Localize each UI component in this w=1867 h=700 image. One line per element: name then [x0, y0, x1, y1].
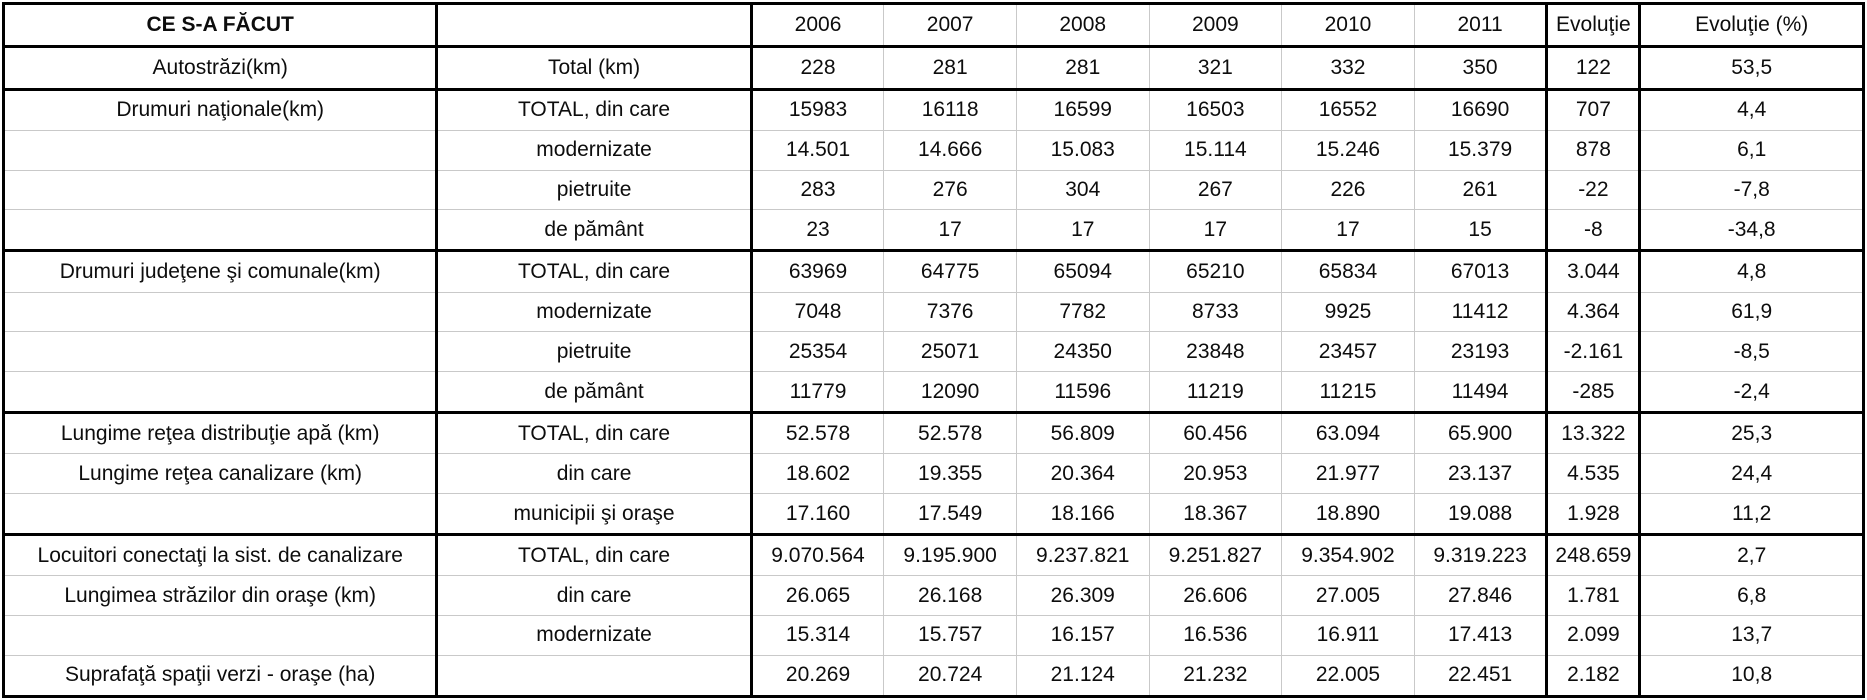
year-value-cell: 27.846 [1414, 576, 1547, 616]
year-value-cell: 267 [1149, 170, 1282, 210]
evolution-cell: -8 [1547, 210, 1640, 251]
category-cell: Locuitori conectaţi la sist. de canalizare [4, 535, 437, 576]
year-value-cell: 26.065 [751, 576, 884, 616]
evolution-cell: 4.364 [1547, 292, 1640, 332]
year-value-cell: 15.114 [1149, 131, 1282, 171]
category-cell: Lungime reţea canalizare (km) [4, 454, 437, 494]
year-value-cell: 304 [1016, 170, 1149, 210]
category-cell: Lungime reţea distribuţie apă (km) [4, 413, 437, 454]
year-value-cell: 27.005 [1282, 576, 1415, 616]
year-value-cell: 16.911 [1282, 616, 1415, 656]
year-value-cell: 14.501 [751, 131, 884, 171]
subcategory-cell: pietruite [437, 332, 751, 372]
evolution-pct-cell: 10,8 [1640, 655, 1864, 696]
year-value-cell: 52.578 [884, 413, 1017, 454]
year-value-cell: 24350 [1016, 332, 1149, 372]
column-header-2010: 2010 [1282, 4, 1415, 47]
year-value-cell: 63969 [751, 251, 884, 292]
year-value-cell: 16118 [884, 89, 1017, 130]
year-value-cell: 11494 [1414, 371, 1547, 412]
table-row [4, 655, 1864, 696]
year-value-cell: 67013 [1414, 251, 1547, 292]
year-value-cell: 56.809 [1016, 413, 1149, 454]
year-value-cell: 21.124 [1016, 655, 1149, 696]
year-value-cell: 18.602 [751, 454, 884, 494]
year-value-cell: 22.451 [1414, 655, 1547, 696]
year-value-cell: 9.319.223 [1414, 535, 1547, 576]
year-value-cell: 18.367 [1149, 494, 1282, 535]
year-value-cell: 65.900 [1414, 413, 1547, 454]
year-value-cell: 16690 [1414, 89, 1547, 130]
category-cell [4, 210, 437, 251]
evolution-cell: 122 [1547, 47, 1640, 90]
category-cell [4, 494, 437, 535]
category-cell [4, 170, 437, 210]
subcategory-cell: de pământ [437, 210, 751, 251]
year-value-cell: 7376 [884, 292, 1017, 332]
category-cell [4, 131, 437, 171]
year-value-cell: 11215 [1282, 371, 1415, 412]
year-value-cell: 17 [1016, 210, 1149, 251]
evolution-cell: 2.182 [1547, 655, 1640, 696]
year-value-cell: 21.232 [1149, 655, 1282, 696]
category-cell: Autostrăzi(km) [4, 47, 437, 90]
year-value-cell: 23457 [1282, 332, 1415, 372]
evolution-pct-cell: 61,9 [1640, 292, 1864, 332]
year-value-cell: 350 [1414, 47, 1547, 90]
table-row [4, 89, 1864, 130]
evolution-pct-cell: 25,3 [1640, 413, 1864, 454]
year-value-cell: 332 [1282, 47, 1415, 90]
year-value-cell: 19.355 [884, 454, 1017, 494]
year-value-cell: 281 [884, 47, 1017, 90]
year-value-cell: 9925 [1282, 292, 1415, 332]
year-value-cell: 12090 [884, 371, 1017, 412]
year-value-cell: 17.549 [884, 494, 1017, 535]
subcategory-cell: TOTAL, din care [437, 89, 751, 130]
evolution-cell: 4.535 [1547, 454, 1640, 494]
evolution-pct-cell: -34,8 [1640, 210, 1864, 251]
table-row [4, 332, 1864, 372]
subcategory-cell: din care [437, 576, 751, 616]
evolution-pct-cell: -7,8 [1640, 170, 1864, 210]
year-value-cell: 18.890 [1282, 494, 1415, 535]
table-row [4, 170, 1864, 210]
evolution-cell: 1.781 [1547, 576, 1640, 616]
year-value-cell: 11219 [1149, 371, 1282, 412]
year-value-cell: 63.094 [1282, 413, 1415, 454]
category-cell [4, 292, 437, 332]
column-header-2006: 2006 [751, 4, 884, 47]
column-header-2009: 2009 [1149, 4, 1282, 47]
evolution-cell: 707 [1547, 89, 1640, 130]
year-value-cell: 20.364 [1016, 454, 1149, 494]
year-value-cell: 21.977 [1282, 454, 1415, 494]
year-value-cell: 9.354.902 [1282, 535, 1415, 576]
category-cell: Drumuri judeţene şi comunale(km) [4, 251, 437, 292]
table-row [4, 210, 1864, 251]
year-value-cell: 9.070.564 [751, 535, 884, 576]
table-row [4, 576, 1864, 616]
evolution-pct-cell: -2,4 [1640, 371, 1864, 412]
evolution-pct-cell: -8,5 [1640, 332, 1864, 372]
year-value-cell: 11779 [751, 371, 884, 412]
evolution-cell: 1.928 [1547, 494, 1640, 535]
subcategory-cell: municipii şi oraşe [437, 494, 751, 535]
subcategory-cell: modernizate [437, 616, 751, 656]
year-value-cell: 281 [1016, 47, 1149, 90]
table-title: CE S-A FĂCUT [4, 4, 437, 47]
year-value-cell: 65834 [1282, 251, 1415, 292]
year-value-cell: 23193 [1414, 332, 1547, 372]
year-value-cell: 9.237.821 [1016, 535, 1149, 576]
category-cell [4, 616, 437, 656]
evolution-cell: -285 [1547, 371, 1640, 412]
category-cell: Lungimea străzilor din oraşe (km) [4, 576, 437, 616]
year-value-cell: 23.137 [1414, 454, 1547, 494]
table-row [4, 47, 1864, 90]
year-value-cell: 23 [751, 210, 884, 251]
year-value-cell: 16.536 [1149, 616, 1282, 656]
column-header-2008: 2008 [1016, 4, 1149, 47]
evolution-cell: 878 [1547, 131, 1640, 171]
table-row [4, 535, 1864, 576]
year-value-cell: 16599 [1016, 89, 1149, 130]
year-value-cell: 23848 [1149, 332, 1282, 372]
year-value-cell: 18.166 [1016, 494, 1149, 535]
header-row [4, 4, 1864, 47]
evolution-cell: 248.659 [1547, 535, 1640, 576]
table-row [4, 494, 1864, 535]
evolution-pct-cell: 13,7 [1640, 616, 1864, 656]
year-value-cell: 228 [751, 47, 884, 90]
column-header-2007: 2007 [884, 4, 1017, 47]
category-cell: Drumuri naţionale(km) [4, 89, 437, 130]
evolution-pct-cell: 4,8 [1640, 251, 1864, 292]
year-value-cell: 65210 [1149, 251, 1282, 292]
year-value-cell: 22.005 [1282, 655, 1415, 696]
table-row [4, 251, 1864, 292]
year-value-cell: 26.606 [1149, 576, 1282, 616]
year-value-cell: 226 [1282, 170, 1415, 210]
evolution-pct-cell: 2,7 [1640, 535, 1864, 576]
year-value-cell: 64775 [884, 251, 1017, 292]
year-value-cell: 15.379 [1414, 131, 1547, 171]
year-value-cell: 16552 [1282, 89, 1415, 130]
category-cell [4, 332, 437, 372]
year-value-cell: 16.157 [1016, 616, 1149, 656]
evolution-cell: -2.161 [1547, 332, 1640, 372]
evolution-cell: -22 [1547, 170, 1640, 210]
subcategory-cell: pietruite [437, 170, 751, 210]
subcategory-cell: TOTAL, din care [437, 413, 751, 454]
year-value-cell: 7782 [1016, 292, 1149, 332]
year-value-cell: 261 [1414, 170, 1547, 210]
year-value-cell: 15983 [751, 89, 884, 130]
evolution-pct-cell: 6,8 [1640, 576, 1864, 616]
year-value-cell: 15 [1414, 210, 1547, 251]
evolution-pct-cell: 53,5 [1640, 47, 1864, 90]
year-value-cell: 26.168 [884, 576, 1017, 616]
year-value-cell: 20.724 [884, 655, 1017, 696]
year-value-cell: 9.251.827 [1149, 535, 1282, 576]
category-cell: Suprafaţă spaţii verzi - oraşe (ha) [4, 655, 437, 696]
year-value-cell: 8733 [1149, 292, 1282, 332]
column-header-evolu-ie: Evoluţie (%) [1640, 4, 1864, 47]
subcategory-cell: de pământ [437, 371, 751, 412]
table-row [4, 454, 1864, 494]
year-value-cell: 16503 [1149, 89, 1282, 130]
subcategory-cell: TOTAL, din care [437, 251, 751, 292]
year-value-cell: 276 [884, 170, 1017, 210]
year-value-cell: 15.314 [751, 616, 884, 656]
column-header-evolu-ie: Evoluţie [1547, 4, 1640, 47]
year-value-cell: 60.456 [1149, 413, 1282, 454]
subcategory-cell: modernizate [437, 292, 751, 332]
year-value-cell: 17.160 [751, 494, 884, 535]
data-table [2, 2, 1865, 698]
year-value-cell: 283 [751, 170, 884, 210]
evolution-pct-cell: 24,4 [1640, 454, 1864, 494]
subcategory-cell: Total (km) [437, 47, 751, 90]
evolution-pct-cell: 6,1 [1640, 131, 1864, 171]
year-value-cell: 65094 [1016, 251, 1149, 292]
evolution-pct-cell: 4,4 [1640, 89, 1864, 130]
category-cell [4, 371, 437, 412]
year-value-cell: 20.953 [1149, 454, 1282, 494]
year-value-cell: 14.666 [884, 131, 1017, 171]
evolution-cell: 3.044 [1547, 251, 1640, 292]
year-value-cell: 25354 [751, 332, 884, 372]
year-value-cell: 11412 [1414, 292, 1547, 332]
year-value-cell: 15.246 [1282, 131, 1415, 171]
table-row [4, 131, 1864, 171]
year-value-cell: 26.309 [1016, 576, 1149, 616]
table-row [4, 371, 1864, 412]
year-value-cell: 17 [1282, 210, 1415, 251]
year-value-cell: 9.195.900 [884, 535, 1017, 576]
year-value-cell: 15.083 [1016, 131, 1149, 171]
year-value-cell: 11596 [1016, 371, 1149, 412]
year-value-cell: 52.578 [751, 413, 884, 454]
year-value-cell: 15.757 [884, 616, 1017, 656]
subcategory-cell [437, 655, 751, 696]
year-value-cell: 321 [1149, 47, 1282, 90]
year-value-cell: 7048 [751, 292, 884, 332]
year-value-cell: 17.413 [1414, 616, 1547, 656]
column-header-2011: 2011 [1414, 4, 1547, 47]
table-row [4, 413, 1864, 454]
table-row [4, 292, 1864, 332]
evolution-pct-cell: 11,2 [1640, 494, 1864, 535]
year-value-cell: 20.269 [751, 655, 884, 696]
year-value-cell: 17 [884, 210, 1017, 251]
table-row [4, 616, 1864, 656]
year-value-cell: 17 [1149, 210, 1282, 251]
subcategory-cell: modernizate [437, 131, 751, 171]
column-header-empty [437, 4, 751, 47]
year-value-cell: 25071 [884, 332, 1017, 372]
subcategory-cell: TOTAL, din care [437, 535, 751, 576]
year-value-cell: 19.088 [1414, 494, 1547, 535]
subcategory-cell: din care [437, 454, 751, 494]
evolution-cell: 2.099 [1547, 616, 1640, 656]
evolution-cell: 13.322 [1547, 413, 1640, 454]
